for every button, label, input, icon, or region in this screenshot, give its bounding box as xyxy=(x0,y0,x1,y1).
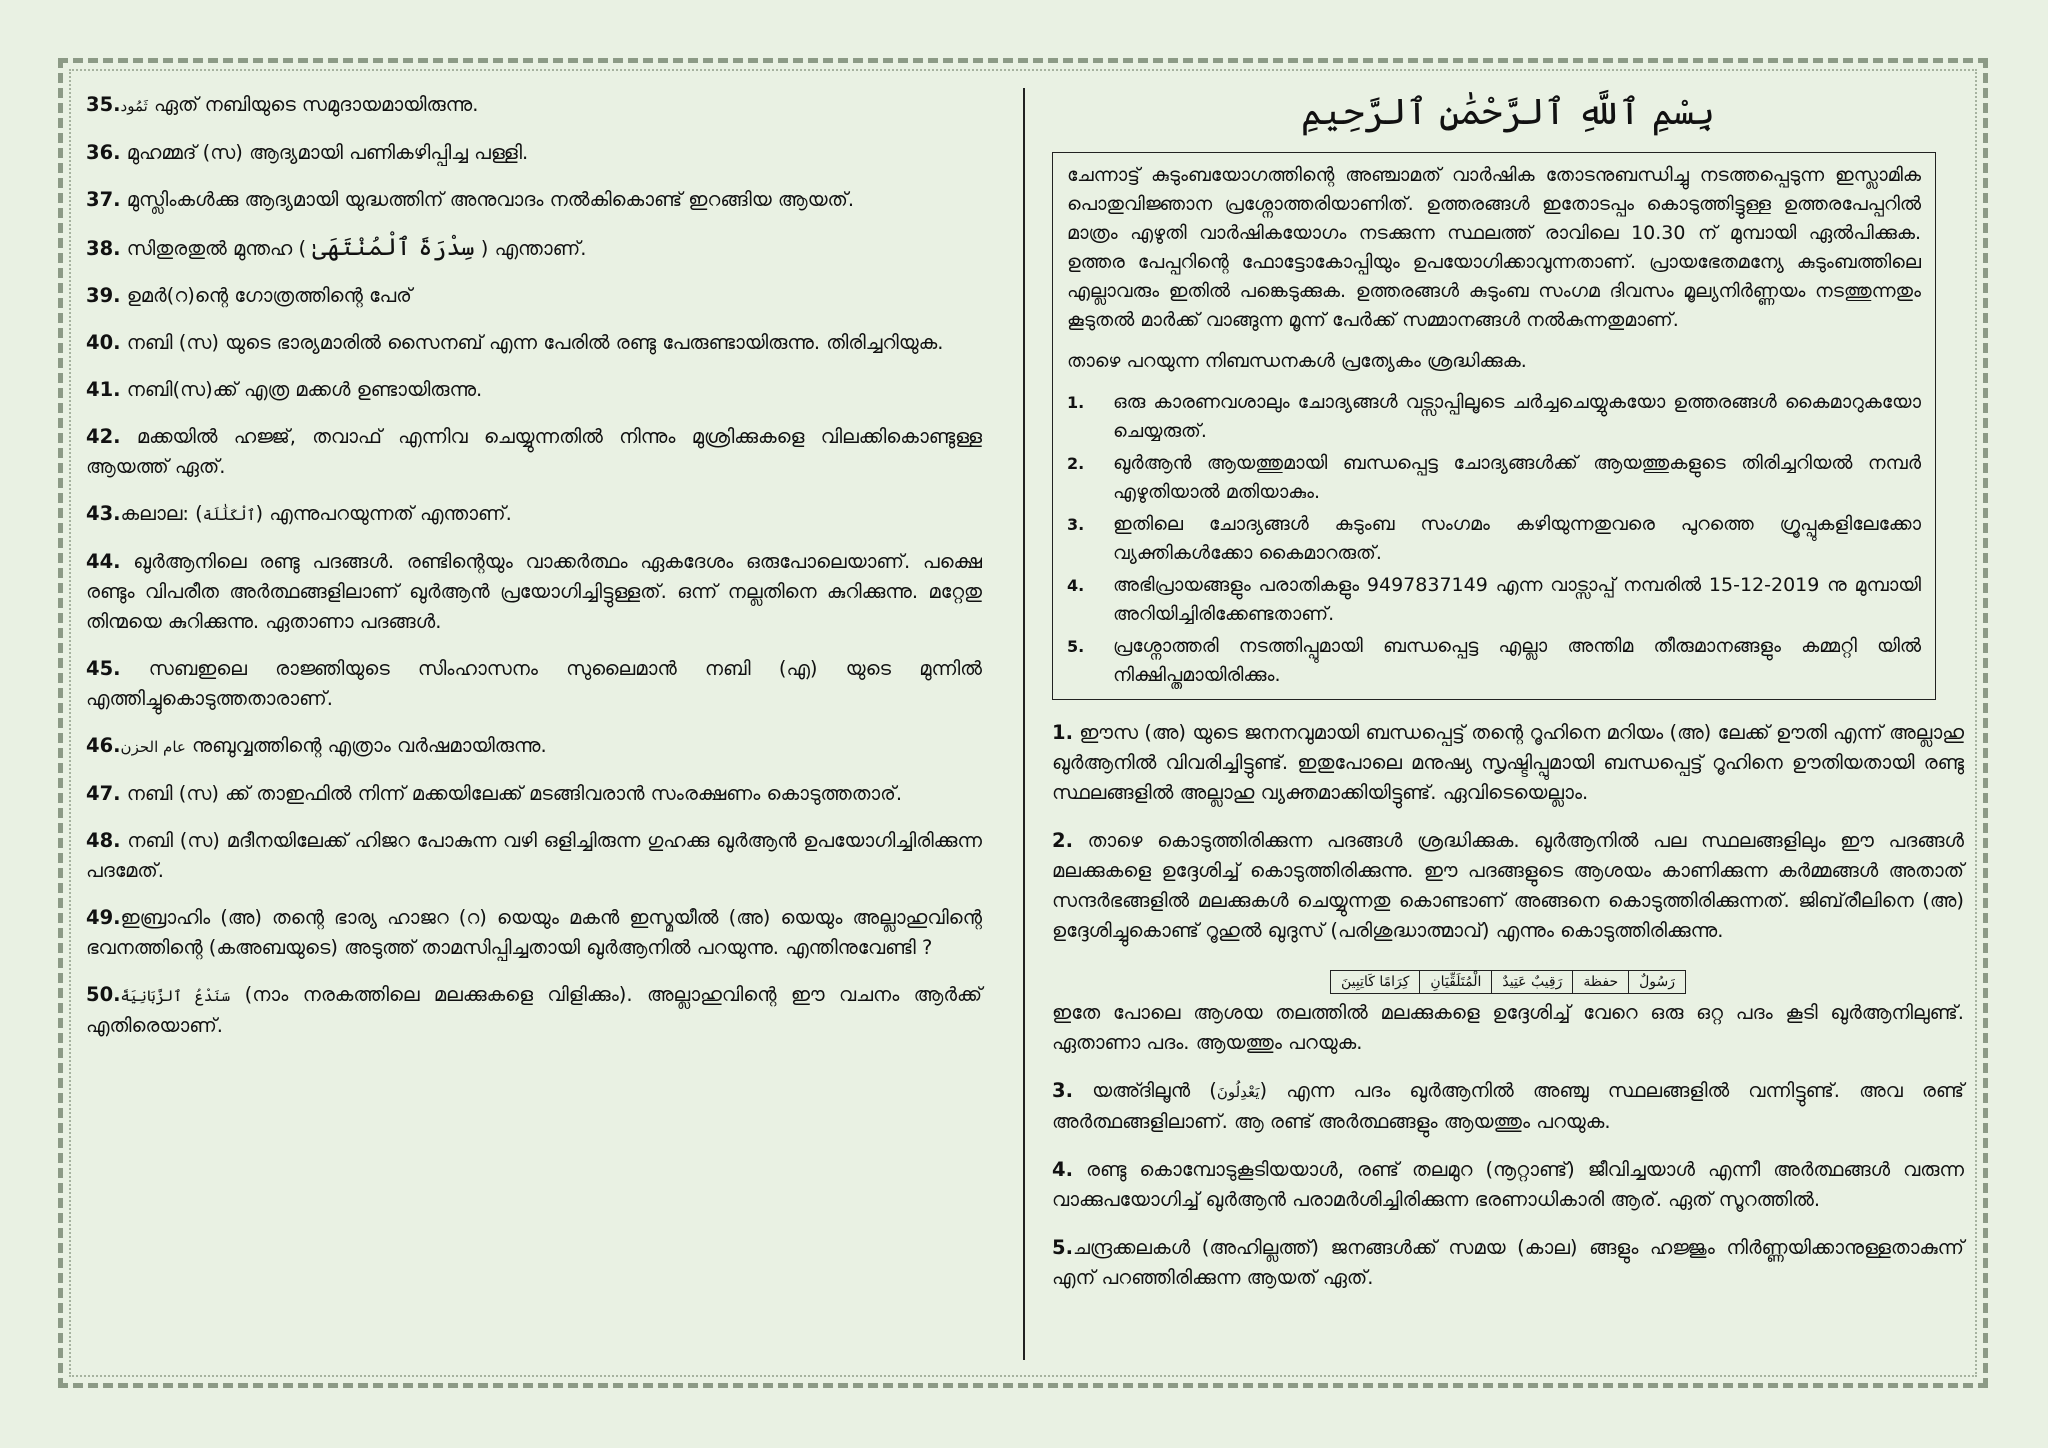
angel-word-cell: رَقِيبٌ عَتِيدٌ xyxy=(1492,971,1573,994)
question-text: ഉമർ(റ)ന്റെ ഗോത്രത്തിന്റെ പേര് xyxy=(120,284,412,307)
question-text: സബഇലെ രാജ്ഞിയുടെ സിംഹാസനം സുലൈമാൻ നബി (എ) യുടെ മുന്നിൽ എത്തിച്ചുകൊടുത്തതാരാണ്. xyxy=(86,657,982,710)
question-number: 47. xyxy=(86,782,121,805)
question-text: നബി (സ) യുടെ ഭാര്യമാരിൽ സൈനബ് എന്ന പേരിൽ രണ്ടു പേരുണ്ടായിരുന്നു. തിരിച്ചറിയുക. xyxy=(120,331,944,354)
question-text: ചന്ദ്രക്കലകൾ (അഹില്ലത്ത്) ജനങ്ങൾക്ക് സമയ (കാല) ങ്ങളും ഹജ്ജും നിർണ്ണയിക്കാനുള്ളതാകുന്ന് എന് പറഞ്ഞിരിക്കുന്ന ആയത് ഏത്. xyxy=(1052,1236,1964,1289)
question-prefix: സിതുരതുൽ മുന്തഹ ( xyxy=(120,237,313,260)
question-item xyxy=(86,375,982,405)
rule-text: ഇതിലെ ചോദ്യങ്ങൾ കുടുംബ സംഗമം കഴിയുന്നതുവരെ പുറത്തെ ഗ്രൂപ്പുകളിലേക്കോ വ്യക്തികൾക്കോ കൈമാറരുത്. xyxy=(1113,513,1921,564)
question-number: 41. xyxy=(86,378,121,401)
rule-item xyxy=(1067,632,1921,690)
question-number: 38. xyxy=(86,237,121,260)
question-text: ഏത് നബിയുടെ സമുദായമായിരുന്നു. xyxy=(147,93,479,116)
rule-item xyxy=(1067,571,1921,629)
question-item xyxy=(1052,1076,1964,1137)
question-item xyxy=(86,826,982,886)
rule-item xyxy=(1067,449,1921,507)
rule-number: 5. xyxy=(1067,637,1085,656)
question-item xyxy=(86,654,982,714)
question-number: 48. xyxy=(86,829,121,852)
question-number: 44. xyxy=(86,550,121,573)
right-questions-b xyxy=(1052,1076,1964,1293)
question-text: ഇബ്രാഹിം (അ) തന്റെ ഭാര്യ ഹാജറ (റ) യെയും മകൻ ഇസ്മയീൽ (അ) യെയും അല്ലാഹുവിന്റെ ഭവനത്തിന്റെ (കഅബയുടെ) അടുത്ത് താമസിപ്പിച്ചതായി ഖുർആനിൽ പറയുന്നു. എന്തിനുവേണ്ടി ? xyxy=(86,906,982,959)
intro-paragraph: ചേന്നാട്ട് കുടുംബയോഗത്തിന്റെ അഞ്ചാമത് വാർഷിക തോടനുബന്ധിച്ചു നടത്തപ്പെടുന്ന ഇസ്ലാമിക പൊതുവിജ്ഞാന പ്രശ്നോത്തരിയാണിത്. ഉത്തരങ്ങൾ ഇതോടപ്പം കൊടുത്തിട്ടുള്ള ഉത്തരപേപ്പറിൽ മാത്രം എഴുതി വാർഷികയോഗം നടക്കുന്ന സ്ഥലത്ത് രാവിലെ 10.30 ന് മുമ്പായി ഏൽപിക്കുക. ഉത്തര പേപ്പറിന്റെ ഫോട്ടോകോപ്പിയും ഉപയോഗിക്കാവുന്നതാണ്. പ്രായഭേതമന്യേ കുടുംബത്തിലെ എല്ലാവരും ഇതിൽ പങ്കെടുക്കുക. ഉത്തരങ്ങൾ കുടുംബ സംഗമ ദിവസം മൂല്യനിർണ്ണയം നടത്തുന്നതും കൂടുതൽ മാർക്ക് വാങ്ങുന്ന മൂന്ന് പേർക്ക് സമ്മാനങ്ങൾ നൽകുന്നതുമാണ്. xyxy=(1067,164,1921,331)
question-item xyxy=(86,90,982,121)
question-item xyxy=(86,547,982,637)
arabic-term: عام الحزن xyxy=(120,738,186,756)
question-item xyxy=(86,731,982,762)
angel-word-cell: حفظة xyxy=(1573,971,1629,994)
question-number: 40. xyxy=(86,331,121,354)
rule-number: 2. xyxy=(1067,454,1085,473)
question-number: 39. xyxy=(86,284,121,307)
rules-list xyxy=(1067,388,1921,690)
right-questions-a xyxy=(1052,718,1964,946)
question-number: 2. xyxy=(1052,829,1073,852)
question-number: 1. xyxy=(1052,721,1073,744)
question-text: മക്കയിൽ ഹജ്ജ്, തവാഫ് എന്നിവ ചെയ്യുന്നതിൽ നിന്നും മുശ്രിക്കുകളെ വിലക്കികൊണ്ടുള്ള ആയത്ത് ഏത്. xyxy=(86,425,982,478)
rule-item xyxy=(1067,510,1921,568)
question-text: രണ്ടു കൊമ്പോടുകൂടിയയാൾ, രണ്ട് തലമുറ (നൂറ്റാണ്ട്) ജീവിച്ചയാൾ എന്നീ അർത്ഥങ്ങൾ വരുന്ന വാക്കുപയോഗിച്ച് ഖുർആൻ പരാമർശിച്ചിരിക്കുന്ന ഭരണാധികാരി ആര്. ഏത് സൂറത്തിൽ. xyxy=(1052,1158,1964,1211)
question-prefix: യഅ്ദിലൂൻ ( xyxy=(1072,1079,1217,1102)
question-text: മുസ്ലിംകൾക്കു ആദ്യമായി യുദ്ധത്തിന് അനുവാദം നൽകികൊണ്ട് ഇറങ്ങിയ ആയത്. xyxy=(120,188,855,211)
question-text: നുബുവ്വത്തിന്റെ എത്രാം വർഷമായിരുന്നു. xyxy=(185,734,547,757)
basmala: بِسْمِ ٱللَّهِ ٱلرَّحْمَٰنِ ٱلرَّحِيمِ xyxy=(1300,92,1716,133)
rule-text: അഭിപ്രായങ്ങളും പരാതികളും 9497837149 എന്ന വാട്സാപ്പ് നമ്പരിൽ 15-12-2019 നു മുമ്പായി അറിയിച്ചിരിക്കേണ്ടതാണ്. xyxy=(1113,574,1921,625)
question-item xyxy=(86,185,982,215)
right-column xyxy=(1052,82,1964,1293)
question-item xyxy=(1052,718,1964,808)
question-number: 43. xyxy=(86,502,121,525)
question-item xyxy=(1052,1233,1964,1293)
question-number: 46. xyxy=(86,734,121,757)
question-item xyxy=(1052,1155,1964,1215)
question-item xyxy=(86,281,982,311)
rules-heading: താഴെ പറയുന്ന നിബന്ധനകൾ പ്രത്യേകം ശ്രദ്ധിക്കുക. xyxy=(1067,350,1527,372)
left-column xyxy=(86,90,982,1058)
arabic-term: ثَمُود xyxy=(120,97,148,115)
question-text: ) എന്ന പദം ഖുർആനിൽ അഞ്ചു സ്ഥലങ്ങളിൽ വന്നിട്ടുണ്ട്. അവ രണ്ട് അർത്ഥങ്ങളിലാണ്. ആ രണ്ട് അർത്ഥങ്ങളും ആയത്തും പറയുക. xyxy=(1052,1079,1965,1133)
question-number: 5. xyxy=(1052,1236,1073,1259)
instructions-box xyxy=(1052,152,1936,700)
rule-item xyxy=(1067,388,1921,446)
question-item xyxy=(86,980,982,1041)
rule-text: ഒരു കാരണവശാലും ചോദ്യങ്ങൾ വട്സാപ്പിലൂടെ ചർച്ചചെയ്യുകയോ ഉത്തരങ്ങൾ കൈമാറുകയോ ചെയ്യരുത്. xyxy=(1113,391,1921,442)
question-number: 37. xyxy=(86,188,121,211)
question-item xyxy=(86,779,982,809)
question-item xyxy=(86,138,982,168)
question-text: മുഹമ്മദ് (സ) ആദ്യമായി പണികഴിപ്പിച്ച പള്ളി. xyxy=(120,141,529,164)
question-number: 4. xyxy=(1052,1158,1073,1181)
question-2-followup: ഇതേ പോലെ ആശയ തലത്തിൽ മലക്കുകളെ ഉദ്ദേശിച്ച് വേറെ ഒരു ഒറ്റ പദം കൂടി ഖുർആനിലുണ്ട്. ഏതാണാ പദം. ആയത്തും പറയുക. xyxy=(1052,1001,1964,1054)
question-text: ഖുർആനിലെ രണ്ടു പദങ്ങൾ. രണ്ടിന്റെയും വാക്കർത്ഥം ഏകദേശം ഒരുപോലെയാണ്. പക്ഷെ രണ്ടും വിപരീത അർത്ഥങ്ങളിലാണ് ഖുർആൻ പ്രയോഗിച്ചിട്ടുള്ളത്. ഒന്ന് നല്ലതിനെ കുറിക്കുന്നു. മറ്റേതു തിന്മയെ കുറിക്കുന്നു. ഏതാണാ പദങ്ങൾ. xyxy=(86,550,982,633)
question-item xyxy=(1052,826,1964,946)
arabic-term: سِدْرَةَ ٱلْمُنْتَهَىٰ xyxy=(312,233,475,261)
angel-words-table xyxy=(1052,970,1964,994)
question-text: നബി(സ)ക്ക് എത്ര മക്കൾ ഉണ്ടായിരുന്നു. xyxy=(120,378,483,401)
column-divider xyxy=(1023,88,1025,1360)
question-number: 36. xyxy=(86,141,121,164)
question-number: 50. xyxy=(86,983,121,1006)
question-number: 3. xyxy=(1052,1079,1073,1102)
question-number: 45. xyxy=(86,657,121,680)
question-number: 42. xyxy=(86,425,121,448)
question-number: 49. xyxy=(86,906,121,929)
rule-number: 4. xyxy=(1067,576,1085,595)
question-prefix: കലാല: ( xyxy=(120,502,203,525)
arabic-term: ٱلْكَلَٰلَة xyxy=(202,506,256,524)
rule-text: പ്രശ്നോത്തരി നടത്തിപ്പുമായി ബന്ധപ്പെട്ട എല്ലാ അന്തിമ തീരുമാനങ്ങളും കമ്മറ്റി യിൽ നിക്ഷിപ്തമായിരിക്കും. xyxy=(1113,635,1921,686)
rule-number: 3. xyxy=(1067,515,1085,534)
question-item xyxy=(86,328,982,358)
question-text: താഴെ കൊടുത്തിരിക്കുന്ന പദങ്ങൾ ശ്രദ്ധിക്കുക. ഖുർആനിൽ പല സ്ഥലങ്ങളിലും ഈ പദങ്ങൾ മലക്കുകളെ ഉദ്ദേശിച്ച് കൊടുത്തിരിക്കുന്നു. ഈ പദങ്ങളുടെ ആശയം കാണിക്കുന്ന കർമ്മങ്ങൾ അതാത് സന്ദർഭങ്ങളിൽ മലക്കുകൾ ചെയ്യുന്നതു കൊണ്ടാണ് അങ്ങനെ കൊടുത്തിരിക്കുന്നത്. ജിബ്‌രീലിനെ (അ) ഉദ്ദേശിച്ചുകൊണ്ട് റൂഹുൽ ഖുദുസ് (പരിശുദ്ധാത്മാവ്) എന്നും കൊടുത്തിരിക്കുന്നു. xyxy=(1052,829,1964,942)
question-text: ) എന്നുപറയുന്നത് എന്താണ്. xyxy=(255,502,512,525)
angel-word-cell: رَسُولٌ xyxy=(1629,971,1686,994)
rule-number: 1. xyxy=(1067,393,1085,412)
question-item xyxy=(86,903,982,963)
arabic-term: سَنَدْعُ ٱلزَّبَانِيَةَ xyxy=(120,987,231,1005)
rule-text: ഖുർആൻ ആയത്തുമായി ബന്ധപ്പെട്ട ചോദ്യങ്ങൾക്ക് ആയത്തുകളുടെ തിരിച്ചറിയൽ നമ്പർ എഴുതിയാൽ മതിയാകും. xyxy=(1113,452,1921,503)
question-number: 35. xyxy=(86,93,121,116)
question-text: നബി (സ) മദീനയിലേക്ക് ഹിജറ പോകുന്ന വഴി ഒളിച്ചിരുന്ന ഗുഹക്കു ഖുർആൻ ഉപയോഗിച്ചിരിക്കുന്ന പദമേത്. xyxy=(86,829,982,882)
question-text: (നാം നരകത്തിലെ മലക്കുകളെ വിളിക്കും). അല്ലാഹുവിന്റെ ഈ വചനം ആർക്ക് എതിരെയാണ്. xyxy=(86,983,983,1037)
arabic-term: يَعْدِلُونَ xyxy=(1216,1083,1260,1101)
angel-word-cell: الْمُتَلَقِّيَانِ xyxy=(1420,971,1492,994)
question-text: ) എന്താണ്. xyxy=(474,237,587,260)
question-item xyxy=(86,232,982,264)
question-item xyxy=(86,499,982,530)
question-text: നബി (സ) ക്ക് താഇഫിൽ നിന്ന് മക്കയിലേക്ക് മടങ്ങിവരാൻ സംരക്ഷണം കൊടുത്തതാര്. xyxy=(120,782,903,805)
angel-word-cell: كِرَامًا كَاتِبِينَ xyxy=(1330,971,1419,994)
question-item xyxy=(86,422,982,482)
question-text: ഈസ (അ) യുടെ ജനനവുമായി ബന്ധപ്പെട്ട് തന്റെ റൂഹിനെ മറിയം (അ) ലേക്ക് ഊതി എന്ന് അല്ലാഹു ഖുർആനിൽ വിവരിച്ചിട്ടുണ്ട്. ഇതുപോലെ മനുഷ്യ സൃഷ്ടിപ്പുമായി ബന്ധപ്പെട്ട് റൂഹിനെ ഊതിയതായി രണ്ടു സ്ഥലങ്ങളിൽ അല്ലാഹു വ്യക്തമാക്കിയിട്ടുണ്ട്. ഏവിടെയെല്ലാം. xyxy=(1052,721,1964,804)
